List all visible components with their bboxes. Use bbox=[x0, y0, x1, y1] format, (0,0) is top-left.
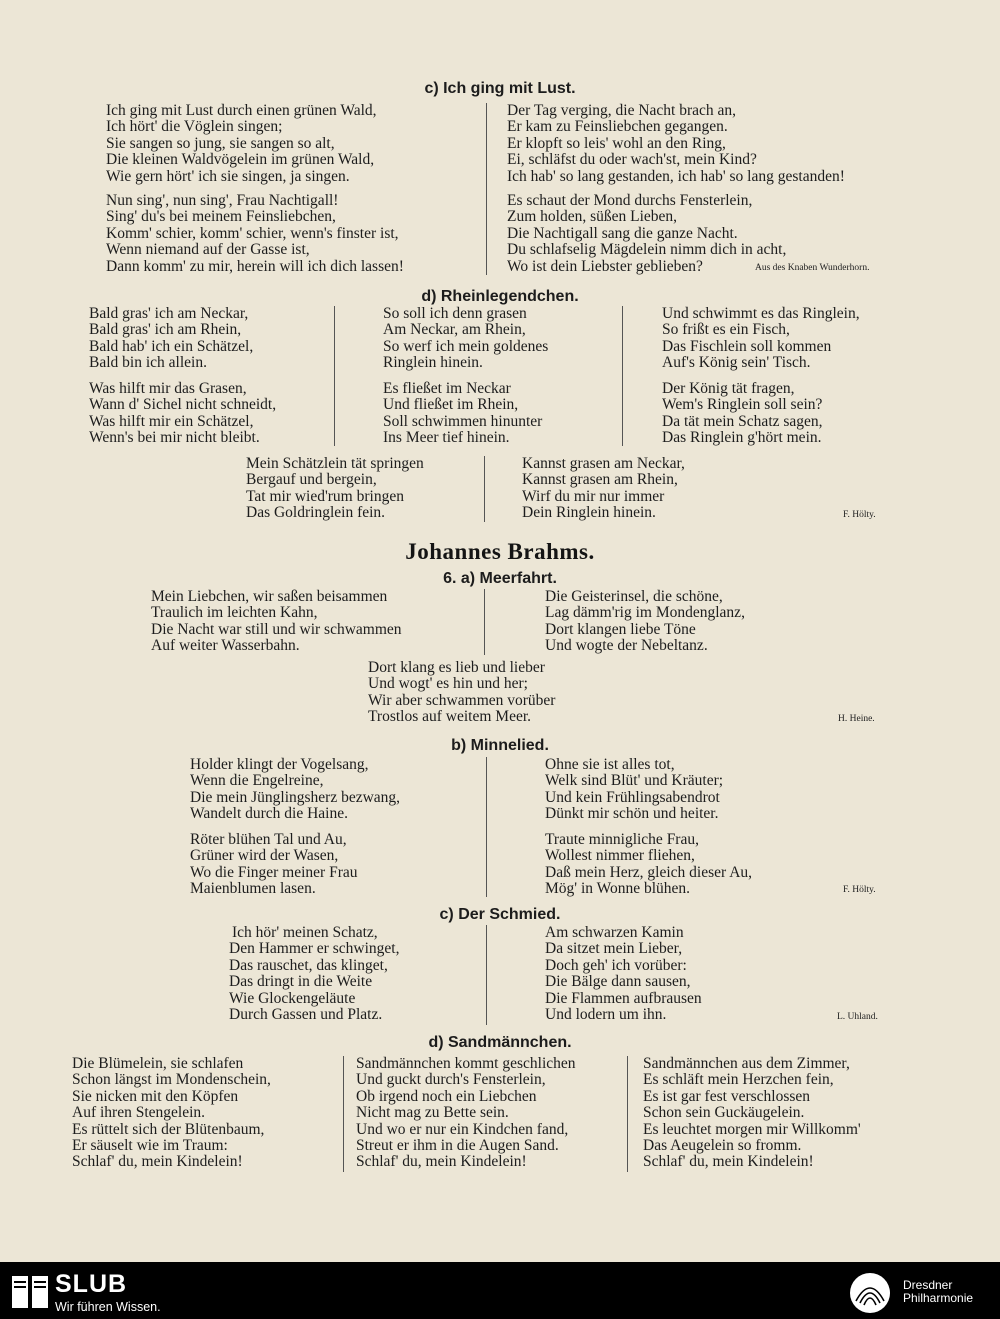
verse-line: Komm' schier, komm' schier, wenn's finster ist, bbox=[106, 224, 399, 242]
column-divider bbox=[484, 456, 485, 522]
verse-line: Dort klang es lieb und lieber bbox=[368, 659, 545, 676]
stanza bbox=[545, 925, 702, 1023]
library-name: SLUB bbox=[55, 1270, 128, 1298]
philharmonie-logo-icon bbox=[848, 1271, 892, 1315]
stanza bbox=[151, 589, 402, 655]
verse-line: Daß mein Herz, gleich dieser Au, bbox=[545, 863, 753, 881]
verse-line: Du schlafselig Mägdelein nimm dich in acht, bbox=[507, 241, 787, 259]
verse-line: Was hilft mir ein Schätzel, bbox=[89, 412, 254, 430]
composer-title: Johannes Brahms. bbox=[405, 539, 595, 564]
verse-line: Wann d' Sichel nicht schneidt, bbox=[89, 396, 277, 414]
verse-line: Dort klangen liebe Töne bbox=[545, 620, 696, 638]
verse-line: Das Aeugelein so fromm. bbox=[643, 1137, 802, 1155]
verse-line: Tat mir wied'rum bringen bbox=[246, 487, 404, 505]
poet-credit: F. Hölty. bbox=[843, 885, 876, 895]
verse-line: Bald bin ich allein. bbox=[89, 354, 207, 372]
song-heading-meerfahrt: 6. a) Meerfahrt. bbox=[443, 570, 557, 587]
verse-line: Wir aber schwammen vorüber bbox=[368, 691, 556, 709]
verse-line: Ich hab' so lang gestanden, ich hab' so lang gestanden! bbox=[507, 167, 845, 185]
stanza bbox=[507, 103, 845, 185]
verse-line: Ei, schläfst du oder wach'st, mein Kind? bbox=[507, 151, 757, 169]
stanza bbox=[72, 1056, 271, 1171]
verse-line: Schon sein Guckäugelein. bbox=[643, 1104, 805, 1122]
verse-line: Wenn die Engelreine, bbox=[190, 772, 324, 790]
verse-line: Bergauf und bergein, bbox=[246, 471, 377, 489]
verse-line: Und schwimmt es das Ringlein, bbox=[662, 305, 860, 322]
column-divider bbox=[484, 589, 485, 655]
verse-line: Und guckt durch's Fensterlein, bbox=[356, 1071, 546, 1089]
stanza bbox=[383, 306, 548, 372]
stanza bbox=[545, 589, 745, 655]
stanza bbox=[356, 1056, 576, 1171]
verse-line: Dünkt mir schön und heiter. bbox=[545, 805, 719, 823]
verse-line: Und kein Frühlingsabendrot bbox=[545, 788, 720, 806]
verse-line: Das Goldringlein fein. bbox=[246, 504, 386, 522]
verse-line: Ich ging mit Lust durch einen grünen Wald, bbox=[106, 102, 377, 119]
verse-line: Das dringt in die Weite bbox=[229, 973, 373, 991]
song-heading-ich-ging-mit-lust: c) Ich ging mit Lust. bbox=[424, 80, 576, 97]
verse-line: Traute minnigliche Frau, bbox=[545, 831, 699, 848]
verse-line: Es fließet im Neckar bbox=[383, 380, 511, 397]
verse-line: Die mein Jünglingsherz bezwang, bbox=[190, 788, 401, 806]
poet-credit: F. Hölty. bbox=[843, 510, 876, 520]
verse-line: Sing' du's bei meinem Feinsliebchen, bbox=[106, 208, 336, 226]
verse-line: Das Ringlein g'hört mein. bbox=[662, 429, 822, 447]
column-divider bbox=[622, 306, 623, 446]
orchestra-name-line2: Philharmonie bbox=[903, 1291, 974, 1305]
verse-line: Wo ist dein Liebster geblieben? bbox=[507, 257, 703, 275]
verse-line: Auf weiter Wasserbahn. bbox=[151, 637, 300, 655]
poet-credit: Aus des Knaben Wunderhorn. bbox=[755, 263, 870, 273]
verse-line: Kannst grasen am Neckar, bbox=[522, 455, 685, 472]
verse-line: Es leuchtet morgen mir Willkomm' bbox=[643, 1120, 861, 1138]
verse-line: Es schaut der Mond durchs Fensterlein, bbox=[507, 192, 753, 209]
footer-bar bbox=[0, 1262, 1000, 1319]
stanza bbox=[662, 306, 860, 372]
verse-line: Sandmännchen kommt geschlichen bbox=[356, 1055, 576, 1072]
verse-line: Wirf du mir nur immer bbox=[522, 487, 665, 505]
verse-line: Ob irgend noch ein Liebchen bbox=[356, 1087, 537, 1105]
verse-line: Streut er ihm in die Augen Sand. bbox=[356, 1137, 559, 1155]
column-divider bbox=[486, 103, 487, 275]
song-heading-minnelied: b) Minnelied. bbox=[451, 737, 549, 754]
verse-line: Röter blühen Tal und Au, bbox=[190, 831, 347, 848]
verse-line: Wandelt durch die Haine. bbox=[190, 805, 348, 823]
stanza bbox=[106, 103, 377, 185]
slub-logo-icon bbox=[10, 1274, 50, 1310]
verse-line: Wenn niemand auf der Gasse ist, bbox=[106, 241, 310, 259]
verse-line: Schlaf' du, mein Kindelein! bbox=[356, 1153, 527, 1171]
verse-line: Was hilft mir das Grasen, bbox=[89, 380, 247, 397]
verse-line: Der Tag verging, die Nacht brach an, bbox=[507, 102, 737, 119]
verse-line: So frißt es ein Fisch, bbox=[662, 321, 790, 339]
verse-line: Die Bälge dann sausen, bbox=[545, 973, 691, 991]
orchestra-name-line1: Dresdner bbox=[903, 1278, 953, 1292]
verse-line: Die kleinen Waldvögelein im grünen Wald, bbox=[106, 151, 375, 169]
verse-line: Da sitzet mein Lieber, bbox=[545, 940, 683, 958]
verse-line: Schon längst im Mondenschein, bbox=[72, 1071, 271, 1089]
verse-line: Wenn's bei mir nicht bleibt. bbox=[89, 429, 260, 447]
verse-line: Die Nacht war still und wir schwammen bbox=[151, 620, 402, 638]
verse-line: Kannst grasen am Rhein, bbox=[522, 471, 678, 489]
stanza bbox=[368, 660, 555, 726]
column-divider bbox=[486, 757, 487, 897]
verse-line: Es rüttelt sich der Blütenbaum, bbox=[72, 1120, 265, 1138]
verse-line: Wollest nimmer fliehen, bbox=[545, 847, 695, 865]
verse-line: Das Fischlein soll kommen bbox=[662, 337, 832, 355]
verse-line: Schlaf' du, mein Kindelein! bbox=[72, 1153, 243, 1171]
stanza bbox=[89, 306, 253, 372]
verse-line: Am schwarzen Kamin bbox=[545, 924, 684, 941]
verse-line: Durch Gassen und Platz. bbox=[229, 1006, 383, 1024]
verse-line: Das rauschet, das klinget, bbox=[229, 956, 388, 974]
verse-line: Dann komm' zu mir, herein will ich dich lassen! bbox=[106, 257, 404, 275]
stanza bbox=[507, 193, 786, 275]
verse-line: Wo die Finger meiner Frau bbox=[190, 863, 358, 881]
verse-line: Der König tät fragen, bbox=[662, 380, 795, 397]
verse-line: So soll ich denn grasen bbox=[383, 305, 527, 322]
stanza bbox=[662, 381, 823, 447]
verse-line: Wie gern hört' ich sie singen, ja singen. bbox=[106, 167, 350, 185]
column-divider bbox=[627, 1056, 628, 1172]
song-heading-sandmaennchen: d) Sandmännchen. bbox=[428, 1034, 572, 1051]
verse-line: Mein Schätzlein tät springen bbox=[246, 455, 424, 472]
verse-line: Ins Meer tief hinein. bbox=[383, 429, 510, 447]
stanza bbox=[190, 757, 400, 823]
verse-line: Zum holden, süßen Lieben, bbox=[507, 208, 678, 226]
verse-line: Und wo er nur ein Kindchen fand, bbox=[356, 1120, 569, 1138]
verse-line: Die Flammen aufbrausen bbox=[545, 989, 702, 1007]
library-tagline: Wir führen Wissen. bbox=[55, 1300, 161, 1314]
stanza bbox=[190, 832, 358, 898]
verse-line: Er kam zu Feinsliebchen gegangen. bbox=[507, 118, 728, 136]
column-divider bbox=[343, 1056, 344, 1172]
verse-line: Auf's König sein' Tisch. bbox=[662, 354, 811, 372]
verse-line: Nun sing', nun sing', Frau Nachtigall! bbox=[106, 192, 339, 209]
verse-line: Den Hammer er schwinget, bbox=[229, 940, 400, 958]
verse-line: Die Geisterinsel, die schöne, bbox=[545, 588, 723, 605]
verse-line: Nicht mag zu Bette sein. bbox=[356, 1104, 509, 1122]
verse-line: Er klopft so leis' wohl an den Ring, bbox=[507, 134, 726, 152]
verse-line: Und fließet im Rhein, bbox=[383, 396, 519, 414]
column-divider bbox=[334, 306, 335, 446]
verse-line: Mög' in Wonne blühen. bbox=[545, 880, 691, 898]
poet-credit: H. Heine. bbox=[838, 714, 875, 724]
verse-line: Dein Ringlein hinein. bbox=[522, 504, 656, 522]
verse-line: Da tät mein Schatz sagen, bbox=[662, 412, 823, 430]
verse-line: Sie sangen so jung, sie sangen so alt, bbox=[106, 134, 335, 152]
verse-line: Traulich im leichten Kahn, bbox=[151, 604, 318, 622]
verse-line: Welk sind Blüt' und Kräuter; bbox=[545, 772, 724, 790]
song-heading-rheinlegendchen: d) Rheinlegendchen. bbox=[421, 288, 579, 305]
verse-line: Grüner wird der Wasen, bbox=[190, 847, 339, 865]
verse-line: Und wogt' es hin und her; bbox=[368, 675, 528, 693]
verse-line: Bald gras' ich am Neckar, bbox=[89, 305, 249, 322]
verse-line: Es ist gar fest verschlossen bbox=[643, 1087, 811, 1105]
stanza bbox=[106, 193, 404, 275]
verse-line: Schlaf' du, mein Kindelein! bbox=[643, 1153, 814, 1171]
verse-line: So werf ich mein goldenes bbox=[383, 337, 549, 355]
stanza bbox=[383, 381, 542, 447]
verse-line: Maienblumen lasen. bbox=[190, 880, 316, 898]
stanza bbox=[643, 1056, 861, 1171]
verse-line: Und lodern um ihn. bbox=[545, 1006, 667, 1024]
stanza bbox=[545, 757, 723, 823]
verse-line: Er säuselt wie im Traum: bbox=[72, 1137, 228, 1155]
stanza bbox=[229, 925, 399, 1023]
verse-line: Holder klingt der Vogelsang, bbox=[190, 756, 369, 773]
verse-line: Bald hab' ich ein Schätzel, bbox=[89, 337, 254, 355]
verse-line: Es schläft mein Herzchen fein, bbox=[643, 1071, 834, 1089]
verse-line: Die Nachtigall sang die ganze Nacht. bbox=[507, 224, 738, 242]
verse-line: Ohne sie ist alles tot, bbox=[545, 756, 675, 773]
verse-line: Sie nicken mit den Köpfen bbox=[72, 1087, 239, 1105]
orchestra-name bbox=[903, 1279, 998, 1305]
column-divider bbox=[486, 925, 487, 1025]
stanza bbox=[246, 456, 424, 522]
verse-line: Ich hör' meinen Schatz, bbox=[232, 924, 378, 941]
verse-line: Ich hört' die Vöglein singen; bbox=[106, 118, 283, 136]
verse-line: Bald gras' ich am Rhein, bbox=[89, 321, 242, 339]
verse-line: Mein Liebchen, wir saßen beisammen bbox=[151, 588, 388, 605]
verse-line: Sandmännchen aus dem Zimmer, bbox=[643, 1055, 850, 1072]
verse-line: Auf ihren Stengelein. bbox=[72, 1104, 206, 1122]
verse-line: Trostlos auf weitem Meer. bbox=[368, 708, 532, 726]
verse-line: Die Blümelein, sie schlafen bbox=[72, 1055, 244, 1072]
song-heading-der-schmied: c) Der Schmied. bbox=[439, 906, 561, 923]
stanza bbox=[522, 456, 685, 522]
verse-line: Wie Glockengeläute bbox=[229, 989, 356, 1007]
verse-line: Wem's Ringlein soll sein? bbox=[662, 396, 823, 414]
verse-line: Lag dämm'rig im Mondenglanz, bbox=[545, 604, 745, 622]
poet-credit: L. Uhland. bbox=[837, 1012, 878, 1022]
verse-line: Soll schwimmen hinunter bbox=[383, 412, 543, 430]
stanza bbox=[545, 832, 752, 898]
verse-line: Ringlein hinein. bbox=[383, 354, 483, 372]
verse-line: Doch geh' ich vorüber: bbox=[545, 956, 687, 974]
verse-line: Am Neckar, am Rhein, bbox=[383, 321, 526, 339]
verse-line: Und wogte der Nebeltanz. bbox=[545, 637, 708, 655]
stanza bbox=[89, 381, 276, 447]
